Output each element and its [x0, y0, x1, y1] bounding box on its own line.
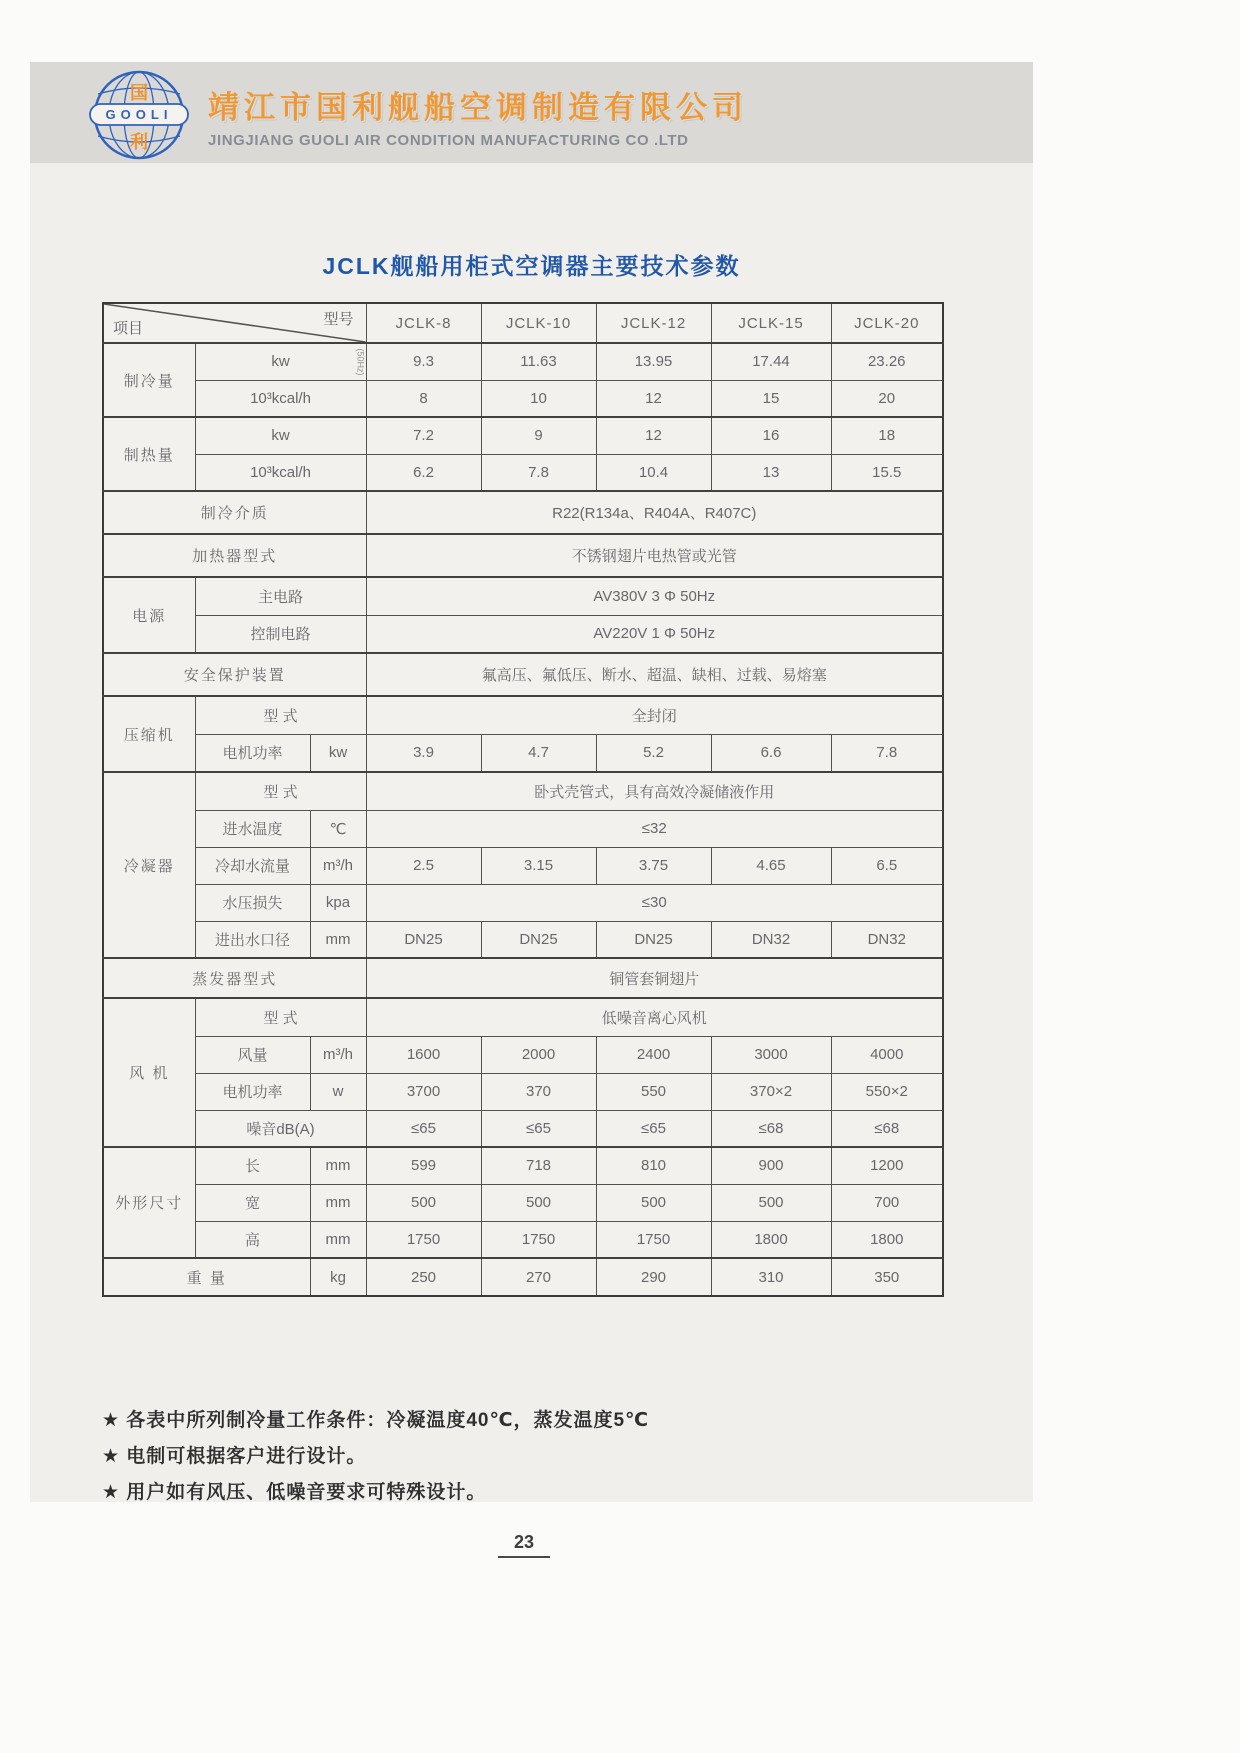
sub-label: 长 — [195, 1147, 310, 1184]
value-cell: 1750 — [596, 1221, 711, 1258]
model-header: JCLK-10 — [481, 303, 596, 343]
row-group-label: 电源 — [103, 577, 195, 653]
span-value-cell: 卧式壳管式，具有高效冷凝储液作用 — [366, 772, 943, 810]
value-cell: 900 — [711, 1147, 831, 1184]
row-group-label: 压缩机 — [103, 696, 195, 772]
value-cell: 7.8 — [831, 734, 943, 772]
page-number: 23 — [498, 1532, 550, 1558]
value-cell: 16 — [711, 417, 831, 454]
value-cell: 3700 — [366, 1073, 481, 1110]
value-cell: 4.65 — [711, 847, 831, 884]
value-cell: ≤68 — [831, 1110, 943, 1147]
value-cell: 500 — [481, 1184, 596, 1221]
value-cell: 599 — [366, 1147, 481, 1184]
span-value-cell: ≤30 — [366, 884, 943, 921]
sub-label: 型 式 — [195, 772, 366, 810]
table-row-heater-type — [103, 534, 943, 577]
unit-cell: mm — [310, 1184, 366, 1221]
row-label: 重 量 — [103, 1258, 310, 1296]
table-row-evaporator — [103, 958, 943, 998]
row-label: 安全保护装置 — [103, 653, 366, 696]
value-cell: 18 — [831, 417, 943, 454]
value-cell: 4.7 — [481, 734, 596, 772]
unit-cell: m³/h — [310, 1036, 366, 1073]
value-cell: 23.26 — [831, 343, 943, 380]
row-label: 蒸发器型式 — [103, 958, 366, 998]
unit-cell: mm — [310, 921, 366, 958]
value-cell: 3000 — [711, 1036, 831, 1073]
value-cell: 370 — [481, 1073, 596, 1110]
note-line: ★ 各表中所列制冷量工作条件：冷凝温度40℃，蒸发温度5℃ — [102, 1410, 650, 1431]
value-cell: ≤65 — [481, 1110, 596, 1147]
logo-banner-text: GOOLI — [105, 107, 173, 122]
value-cell: 13.95 — [596, 343, 711, 380]
unit-cell: kg — [310, 1258, 366, 1296]
sub-label: 型 式 — [195, 998, 366, 1036]
value-cell: 810 — [596, 1147, 711, 1184]
value-cell: 500 — [366, 1184, 481, 1221]
value-cell: 12 — [596, 380, 711, 417]
sub-label: 进水温度 — [195, 810, 310, 847]
value-cell: 7.8 — [481, 454, 596, 491]
table-row-heating-kcal — [103, 454, 943, 491]
unit-cell: kpa — [310, 884, 366, 921]
model-header: JCLK-15 — [711, 303, 831, 343]
value-cell: 3.9 — [366, 734, 481, 772]
value-cell: 11.63 — [481, 343, 596, 380]
note-line: ★ 用户如有风压、低噪音要求可特殊设计。 — [102, 1482, 487, 1503]
value-cell: 10.4 — [596, 454, 711, 491]
table-row-power-control — [103, 615, 943, 653]
table-row-cooling-kcal — [103, 380, 943, 417]
table-row-weight — [103, 1258, 943, 1296]
sub-label: 型 式 — [195, 696, 366, 734]
value-cell: 1200 — [831, 1147, 943, 1184]
value-cell: 2.5 — [366, 847, 481, 884]
unit-cell: kw — [310, 734, 366, 772]
sub-label: 电机功率 — [195, 1073, 310, 1110]
table-row-compressor-power — [103, 734, 943, 772]
table-row-power-main — [103, 577, 943, 615]
unit-cell: kw — [195, 417, 366, 454]
model-header: JCLK-20 — [831, 303, 943, 343]
value-cell: 270 — [481, 1258, 596, 1296]
company-name-chinese: 靖江市国利舰船空调制造有限公司 — [208, 90, 748, 125]
value-cell: 350 — [831, 1258, 943, 1296]
logo-top-character: 国 — [130, 83, 148, 103]
span-value-cell: 低噪音离心风机 — [366, 998, 943, 1036]
unit-text: kw — [271, 353, 290, 371]
corner-label-model: 型号 — [323, 311, 354, 328]
row-group-label: 冷凝器 — [103, 772, 195, 958]
value-cell: 370×2 — [711, 1073, 831, 1110]
value-cell: 500 — [596, 1184, 711, 1221]
table-row-compressor-type — [103, 696, 943, 734]
span-value-cell: 不锈钢翅片电热管或光管 — [366, 534, 943, 577]
table-row-dim-height — [103, 1221, 943, 1258]
value-cell: 1750 — [366, 1221, 481, 1258]
value-cell: 550 — [596, 1073, 711, 1110]
span-value-cell: AV380V 3 Φ 50Hz — [366, 577, 943, 615]
value-cell: 1600 — [366, 1036, 481, 1073]
value-cell: 6.2 — [366, 454, 481, 491]
row-label: 加热器型式 — [103, 534, 366, 577]
company-name-english: JINGJIANG GUOLI AIR CONDITION MANUFACTURING CO .LTD — [208, 132, 689, 149]
value-cell: 7.2 — [366, 417, 481, 454]
value-cell: ≤65 — [596, 1110, 711, 1147]
table-row-fan-power — [103, 1073, 943, 1110]
sub-label: 噪音dB(A) — [195, 1110, 366, 1147]
value-cell: DN32 — [831, 921, 943, 958]
sub-label: 高 — [195, 1221, 310, 1258]
sub-label: 水压损失 — [195, 884, 310, 921]
span-value-cell: 全封闭 — [366, 696, 943, 734]
value-cell: 1800 — [831, 1221, 943, 1258]
corner-label-item: 项目 — [113, 320, 144, 337]
unit-cell — [195, 343, 366, 380]
sub-label: 冷却水流量 — [195, 847, 310, 884]
value-cell: 9.3 — [366, 343, 481, 380]
table-header-row — [103, 303, 943, 343]
value-cell: 250 — [366, 1258, 481, 1296]
value-cell: DN25 — [366, 921, 481, 958]
unit-cell: 10³kcal/h — [195, 380, 366, 417]
page-title: JCLK舰船用柜式空调器主要技术参数 — [322, 253, 741, 279]
value-cell: ≤68 — [711, 1110, 831, 1147]
table-row-condenser-pipe — [103, 921, 943, 958]
corner-cell — [103, 303, 366, 343]
sub-label: 宽 — [195, 1184, 310, 1221]
value-cell: 290 — [596, 1258, 711, 1296]
span-value-cell: 铜管套铜翅片 — [366, 958, 943, 998]
table-row-fan-flow — [103, 1036, 943, 1073]
row-group-label: 外形尺寸 — [103, 1147, 195, 1258]
value-cell: 12 — [596, 417, 711, 454]
logo-bottom-character: 利 — [130, 132, 148, 152]
row-group-label: 制热量 — [103, 417, 195, 491]
value-cell: 700 — [831, 1184, 943, 1221]
value-cell: 6.5 — [831, 847, 943, 884]
table-row-condenser-loss — [103, 884, 943, 921]
header-band — [30, 62, 1033, 163]
span-value-cell: R22(R134a、R404A、R407C) — [366, 491, 943, 534]
table-row-condenser-type — [103, 772, 943, 810]
sub-label: 进出水口径 — [195, 921, 310, 958]
value-cell: DN25 — [481, 921, 596, 958]
value-cell: 2400 — [596, 1036, 711, 1073]
value-cell: 6.6 — [711, 734, 831, 772]
unit-cell: m³/h — [310, 847, 366, 884]
span-value-cell: ≤32 — [366, 810, 943, 847]
span-value-cell: AV220V 1 Φ 50Hz — [366, 615, 943, 653]
company-logo-globe-icon — [88, 68, 190, 162]
table-row-fan-type — [103, 998, 943, 1036]
value-cell: 13 — [711, 454, 831, 491]
table-row-safety — [103, 653, 943, 696]
value-cell: 17.44 — [711, 343, 831, 380]
value-cell: 5.2 — [596, 734, 711, 772]
sub-label: 电机功率 — [195, 734, 310, 772]
footnotes — [102, 1403, 649, 1511]
value-cell: 3.75 — [596, 847, 711, 884]
table-row-condenser-flow — [103, 847, 943, 884]
unit-cell: w — [310, 1073, 366, 1110]
value-cell: 1750 — [481, 1221, 596, 1258]
company-name-block — [208, 82, 748, 149]
table-row-fan-noise — [103, 1110, 943, 1147]
value-cell: 8 — [366, 380, 481, 417]
unit-cell: ℃ — [310, 810, 366, 847]
value-cell: 1800 — [711, 1221, 831, 1258]
rotated-hz-note: (50Hz) — [355, 348, 366, 376]
model-header: JCLK-8 — [366, 303, 481, 343]
spec-table — [102, 302, 944, 1297]
value-cell: 9 — [481, 417, 596, 454]
value-cell: DN32 — [711, 921, 831, 958]
unit-cell: mm — [310, 1147, 366, 1184]
table-row-refrigerant — [103, 491, 943, 534]
row-group-label: 制冷量 — [103, 343, 195, 417]
sub-label: 风量 — [195, 1036, 310, 1073]
value-cell: DN25 — [596, 921, 711, 958]
span-value-cell: 氟高压、氟低压、断水、超温、缺相、过载、易熔塞 — [366, 653, 943, 696]
table-row-condenser-temp — [103, 810, 943, 847]
table-row-dim-width — [103, 1184, 943, 1221]
value-cell: 15.5 — [831, 454, 943, 491]
model-header: JCLK-12 — [596, 303, 711, 343]
row-label: 制冷介质 — [103, 491, 366, 534]
value-cell: 550×2 — [831, 1073, 943, 1110]
value-cell: 10 — [481, 380, 596, 417]
row-group-label: 风 机 — [103, 998, 195, 1147]
unit-cell: mm — [310, 1221, 366, 1258]
value-cell: 3.15 — [481, 847, 596, 884]
value-cell: 718 — [481, 1147, 596, 1184]
value-cell: 500 — [711, 1184, 831, 1221]
value-cell: 15 — [711, 380, 831, 417]
table-row-cooling-kw — [103, 343, 943, 380]
table-row-heating-kw — [103, 417, 943, 454]
value-cell: 4000 — [831, 1036, 943, 1073]
sub-label: 控制电路 — [195, 615, 366, 653]
note-line: ★ 电制可根据客户进行设计。 — [102, 1446, 367, 1467]
value-cell: ≤65 — [366, 1110, 481, 1147]
table-row-dim-length — [103, 1147, 943, 1184]
paper — [30, 62, 1033, 1502]
value-cell: 2000 — [481, 1036, 596, 1073]
value-cell: 310 — [711, 1258, 831, 1296]
value-cell: 20 — [831, 380, 943, 417]
sub-label: 主电路 — [195, 577, 366, 615]
unit-cell: 10³kcal/h — [195, 454, 366, 491]
